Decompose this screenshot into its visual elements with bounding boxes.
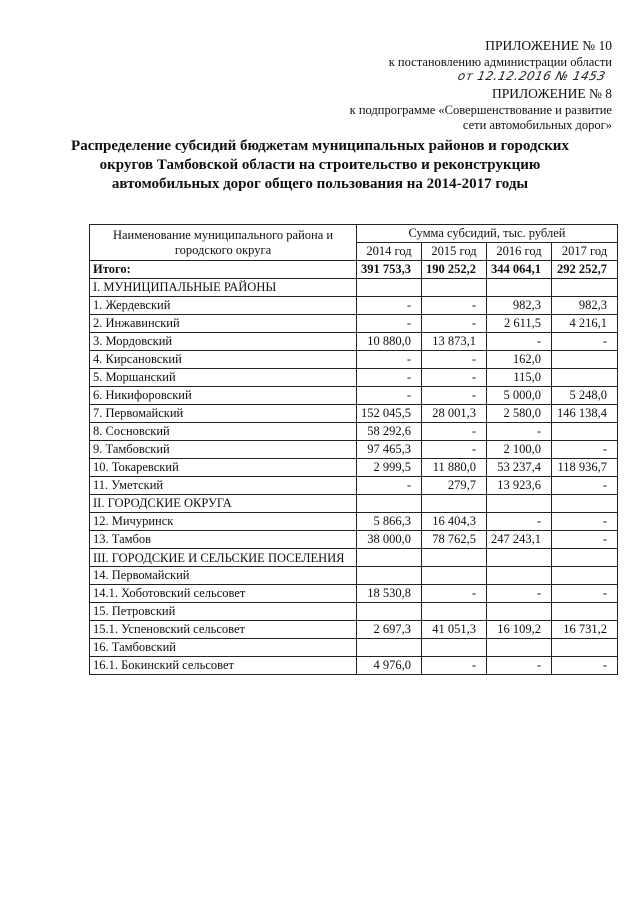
table-row bbox=[90, 603, 618, 621]
row-name-cell: 16.1. Бокинский сельсовет bbox=[90, 657, 357, 675]
value-cell: - bbox=[357, 297, 422, 315]
table-row bbox=[90, 459, 618, 477]
row-name-cell: 14.1. Хоботовский сельсовет bbox=[90, 585, 357, 603]
value-cell: - bbox=[357, 387, 422, 405]
value-cell: 13 873,1 bbox=[422, 333, 487, 351]
column-header-sum: Сумма субсидий, тыс. рублей bbox=[357, 225, 618, 243]
document-title bbox=[60, 137, 580, 194]
value-cell bbox=[422, 603, 487, 621]
value-cell: 146 138,4 bbox=[552, 405, 618, 423]
value-cell: 118 936,7 bbox=[552, 459, 618, 477]
column-header-year: 2014 год bbox=[357, 243, 422, 261]
row-name-cell: II. ГОРОДСКИЕ ОКРУГА bbox=[90, 495, 357, 513]
row-name-cell: 5. Моршанский bbox=[90, 369, 357, 387]
table-row bbox=[90, 441, 618, 459]
row-name-cell: 10. Токаревский bbox=[90, 459, 357, 477]
value-cell: - bbox=[552, 441, 618, 459]
value-cell: 115,0 bbox=[487, 369, 552, 387]
value-cell: 5 000,0 bbox=[487, 387, 552, 405]
row-name-cell: 14. Первомайский bbox=[90, 567, 357, 585]
row-name-cell: 16. Тамбовский bbox=[90, 639, 357, 657]
value-cell: 41 051,3 bbox=[422, 621, 487, 639]
row-name-cell: 11. Уметский bbox=[90, 477, 357, 495]
value-cell: 11 880,0 bbox=[422, 459, 487, 477]
table-row bbox=[90, 405, 618, 423]
value-cell: 58 292,6 bbox=[357, 423, 422, 441]
value-cell: - bbox=[552, 333, 618, 351]
value-cell bbox=[552, 369, 618, 387]
table-row bbox=[90, 549, 618, 567]
value-cell: - bbox=[487, 333, 552, 351]
value-cell: - bbox=[552, 531, 618, 549]
value-cell bbox=[552, 567, 618, 585]
table-row bbox=[90, 621, 618, 639]
row-name-cell: 6. Никифоровский bbox=[90, 387, 357, 405]
value-cell: 2 580,0 bbox=[487, 405, 552, 423]
value-cell: 38 000,0 bbox=[357, 531, 422, 549]
value-cell bbox=[552, 495, 618, 513]
value-cell: 18 530,8 bbox=[357, 585, 422, 603]
value-cell: - bbox=[552, 585, 618, 603]
column-header-year: 2015 год bbox=[422, 243, 487, 261]
value-cell: 2 611,5 bbox=[487, 315, 552, 333]
value-cell: - bbox=[422, 297, 487, 315]
value-cell: 391 753,3 bbox=[357, 261, 422, 279]
table-row bbox=[90, 495, 618, 513]
document-title-line: округов Тамбовской области на строительство и реконструкцию bbox=[99, 157, 541, 173]
value-cell: 4 976,0 bbox=[357, 657, 422, 675]
value-cell: 279,7 bbox=[422, 477, 487, 495]
row-name-cell: 12. Мичуринск bbox=[90, 513, 357, 531]
row-name-cell: 4. Кирсановский bbox=[90, 351, 357, 369]
table-row bbox=[90, 531, 618, 549]
table-row bbox=[90, 585, 618, 603]
value-cell: 982,3 bbox=[487, 297, 552, 315]
value-cell bbox=[357, 549, 422, 567]
table-row bbox=[90, 351, 618, 369]
table-row bbox=[90, 297, 618, 315]
value-cell: - bbox=[357, 369, 422, 387]
value-cell: 190 252,2 bbox=[422, 261, 487, 279]
table-row bbox=[90, 387, 618, 405]
value-cell: 5 866,3 bbox=[357, 513, 422, 531]
appendix-10-subtitle: к постановлению администрации области bbox=[388, 55, 612, 69]
value-cell: 292 252,7 bbox=[552, 261, 618, 279]
value-cell bbox=[357, 639, 422, 657]
value-cell bbox=[422, 495, 487, 513]
row-name-cell: 8. Сосновский bbox=[90, 423, 357, 441]
value-cell bbox=[422, 549, 487, 567]
value-cell: 78 762,5 bbox=[422, 531, 487, 549]
value-cell: - bbox=[552, 513, 618, 531]
table-total-row bbox=[90, 261, 618, 279]
value-cell: 10 880,0 bbox=[357, 333, 422, 351]
row-name-cell: 15.1. Успеновский сельсовет bbox=[90, 621, 357, 639]
value-cell: - bbox=[357, 477, 422, 495]
row-name-cell: 7. Первомайский bbox=[90, 405, 357, 423]
value-cell: - bbox=[422, 315, 487, 333]
value-cell: - bbox=[487, 513, 552, 531]
table-row bbox=[90, 333, 618, 351]
value-cell bbox=[357, 279, 422, 297]
value-cell: 16 109,2 bbox=[487, 621, 552, 639]
value-cell: - bbox=[422, 387, 487, 405]
value-cell bbox=[487, 279, 552, 297]
appendix-8-subtitle-line-1: к подпрограмме «Совершенствование и развитие bbox=[349, 103, 612, 117]
value-cell: 152 045,5 bbox=[357, 405, 422, 423]
table-row bbox=[90, 279, 618, 297]
row-name-cell: 2. Инжавинский bbox=[90, 315, 357, 333]
value-cell bbox=[552, 279, 618, 297]
subsidies-table bbox=[89, 224, 618, 675]
table-row bbox=[90, 639, 618, 657]
value-cell bbox=[487, 639, 552, 657]
value-cell bbox=[552, 639, 618, 657]
value-cell: 13 923,6 bbox=[487, 477, 552, 495]
appendix-10-title: ПРИЛОЖЕНИЕ № 10 bbox=[485, 38, 612, 53]
appendix-8-subtitle-line-2: сети автомобильных дорог» bbox=[462, 118, 612, 132]
value-cell bbox=[487, 603, 552, 621]
value-cell: - bbox=[422, 351, 487, 369]
value-cell bbox=[487, 567, 552, 585]
value-cell: - bbox=[552, 477, 618, 495]
value-cell: 247 243,1 bbox=[487, 531, 552, 549]
value-cell: - bbox=[422, 657, 487, 675]
column-header-year: 2017 год bbox=[552, 243, 618, 261]
table-row bbox=[90, 315, 618, 333]
value-cell bbox=[552, 423, 618, 441]
value-cell: 28 001,3 bbox=[422, 405, 487, 423]
value-cell: - bbox=[357, 315, 422, 333]
value-cell: - bbox=[552, 657, 618, 675]
value-cell: 5 248,0 bbox=[552, 387, 618, 405]
value-cell: 344 064,1 bbox=[487, 261, 552, 279]
value-cell bbox=[552, 549, 618, 567]
value-cell: - bbox=[422, 441, 487, 459]
row-name-cell: I. МУНИЦИПАЛЬНЫЕ РАЙОНЫ bbox=[90, 279, 357, 297]
value-cell: 2 999,5 bbox=[357, 459, 422, 477]
value-cell: - bbox=[487, 423, 552, 441]
row-name-cell: III. ГОРОДСКИЕ И СЕЛЬСКИЕ ПОСЕЛЕНИЯ bbox=[90, 549, 357, 567]
table-row bbox=[90, 513, 618, 531]
value-cell: - bbox=[357, 351, 422, 369]
column-header-name: Наименование муниципального района и городского округа bbox=[90, 225, 357, 261]
document-title-line: Распределение субсидий бюджетам муниципальных районов и городских bbox=[71, 138, 569, 154]
value-cell: - bbox=[422, 369, 487, 387]
value-cell bbox=[422, 567, 487, 585]
value-cell: - bbox=[487, 585, 552, 603]
table-row bbox=[90, 477, 618, 495]
value-cell bbox=[487, 549, 552, 567]
value-cell: 53 237,4 bbox=[487, 459, 552, 477]
value-cell: 2 100,0 bbox=[487, 441, 552, 459]
value-cell: - bbox=[422, 585, 487, 603]
value-cell: 2 697,3 bbox=[357, 621, 422, 639]
handwritten-date-number: от 12.12.2016 № 1453 bbox=[456, 69, 608, 83]
value-cell: 16 404,3 bbox=[422, 513, 487, 531]
value-cell: 162,0 bbox=[487, 351, 552, 369]
value-cell: 16 731,2 bbox=[552, 621, 618, 639]
table-row bbox=[90, 567, 618, 585]
value-cell bbox=[552, 603, 618, 621]
table-row bbox=[90, 369, 618, 387]
row-name-cell: 9. Тамбовский bbox=[90, 441, 357, 459]
column-header-year: 2016 год bbox=[487, 243, 552, 261]
table-row bbox=[90, 423, 618, 441]
value-cell bbox=[422, 639, 487, 657]
value-cell: - bbox=[487, 657, 552, 675]
table-row bbox=[90, 657, 618, 675]
row-name-cell: 3. Мордовский bbox=[90, 333, 357, 351]
value-cell: 97 465,3 bbox=[357, 441, 422, 459]
value-cell: 982,3 bbox=[552, 297, 618, 315]
document-title-line: автомобильных дорог общего пользования на 2014-2017 годы bbox=[111, 176, 529, 192]
value-cell bbox=[357, 495, 422, 513]
row-name-cell: 1. Жердевский bbox=[90, 297, 357, 315]
row-name-cell: 15. Петровский bbox=[90, 603, 357, 621]
value-cell bbox=[487, 495, 552, 513]
row-name-cell: 13. Тамбов bbox=[90, 531, 357, 549]
table-body bbox=[90, 261, 618, 675]
appendix-8-title: ПРИЛОЖЕНИЕ № 8 bbox=[491, 86, 612, 101]
value-cell: - bbox=[422, 423, 487, 441]
value-cell bbox=[357, 603, 422, 621]
row-name-cell: Итого: bbox=[90, 261, 357, 279]
value-cell bbox=[422, 279, 487, 297]
value-cell bbox=[357, 567, 422, 585]
value-cell: 4 216,1 bbox=[552, 315, 618, 333]
value-cell bbox=[552, 351, 618, 369]
